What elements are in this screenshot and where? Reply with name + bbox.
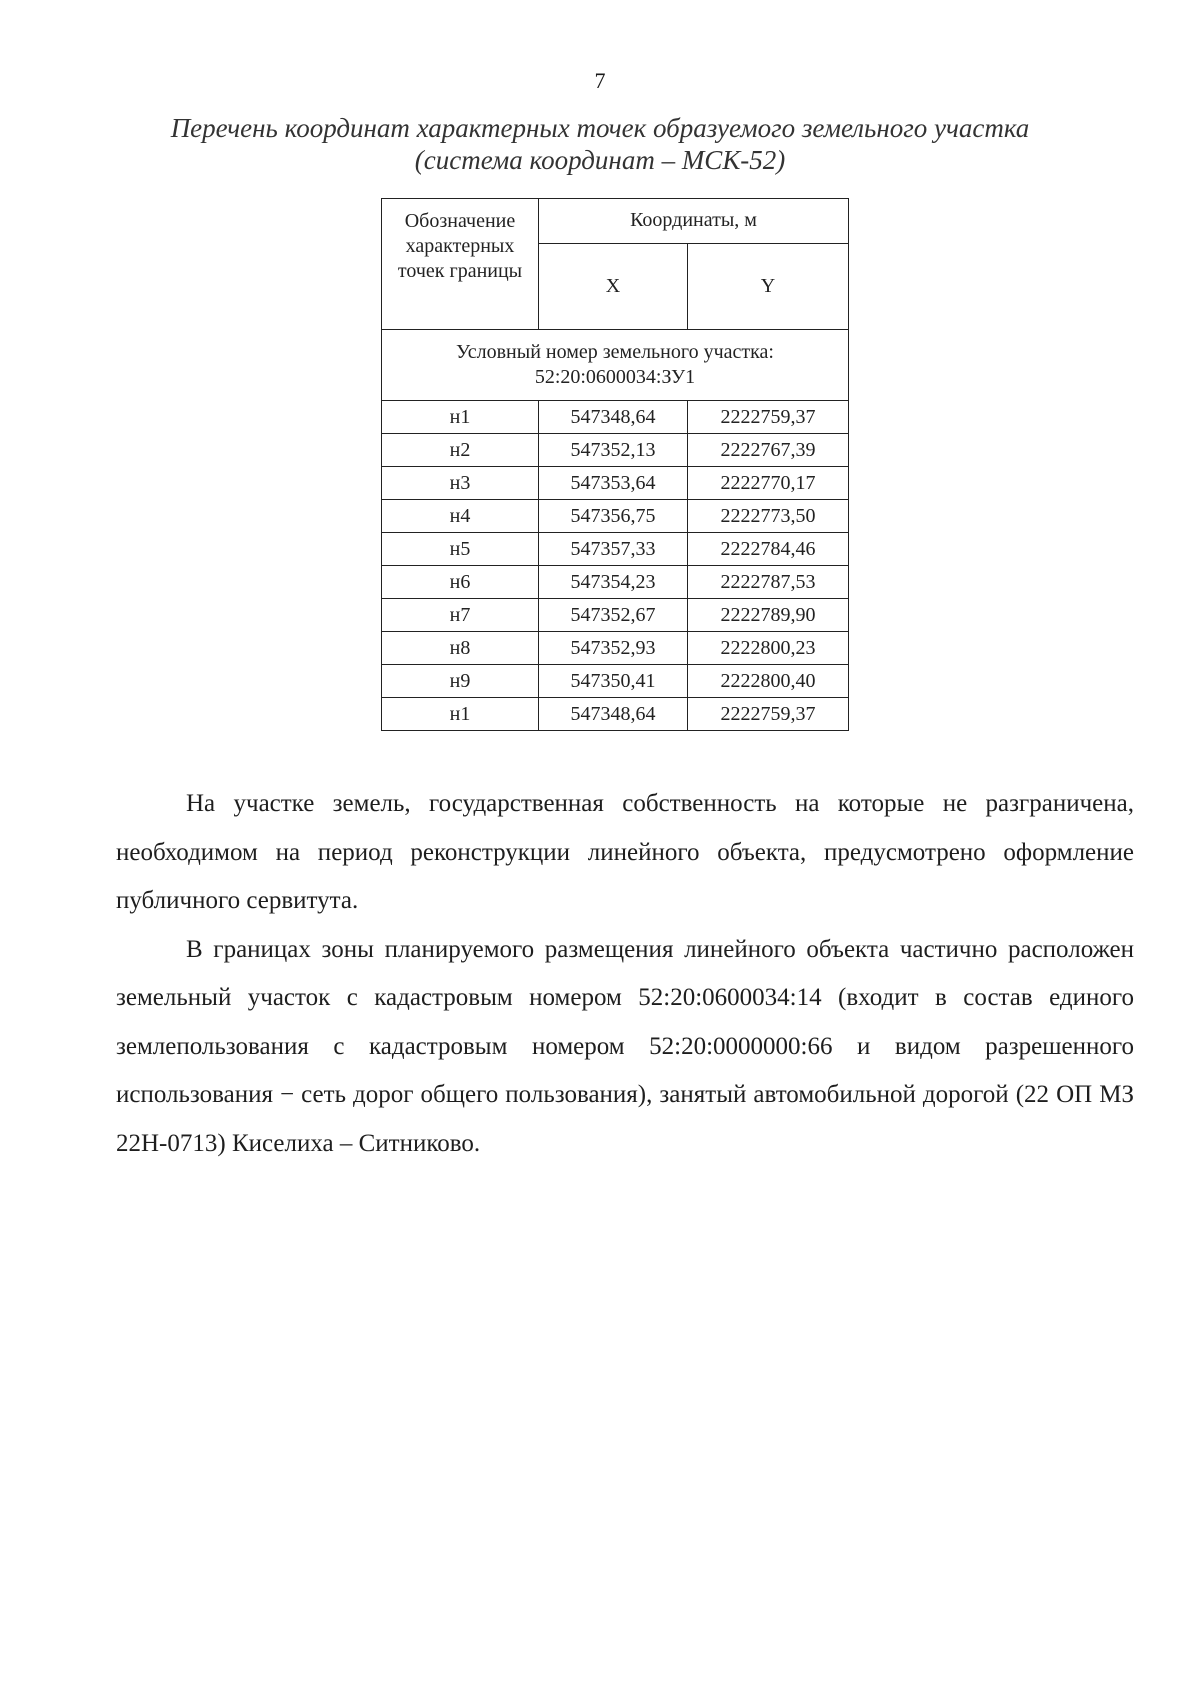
cell-point: н5	[382, 533, 539, 566]
parcel-number: 52:20:0600034:ЗУ1	[534, 366, 696, 388]
cell-x: 547352,67	[539, 599, 688, 632]
cell-point: н1	[382, 698, 539, 731]
cell-x: 547357,33	[539, 533, 688, 566]
cell-y: 2222759,37	[688, 401, 849, 434]
table-title-line-2: (система координат – МСК-52)	[414, 145, 786, 175]
table-title-line-1: Перечень координат характерных точек образуемого земельного участка	[170, 113, 1030, 143]
cell-x: 547350,41	[539, 665, 688, 698]
cell-point: н8	[382, 632, 539, 665]
cell-y: 2222784,46	[688, 533, 849, 566]
cell-point: н7	[382, 599, 539, 632]
header-y: Y	[688, 243, 849, 329]
table-row	[382, 401, 849, 434]
table-row	[382, 698, 849, 731]
cell-point: н2	[382, 434, 539, 467]
cell-x: 547352,13	[539, 434, 688, 467]
cell-y: 2222800,40	[688, 665, 849, 698]
cell-y: 2222773,50	[688, 500, 849, 533]
table-row	[382, 500, 849, 533]
cell-y: 2222759,37	[688, 698, 849, 731]
paragraph-servitude: На участке земель, государственная собственность на которые не разграничена, необходимом на период реконструкции линейного объекта, предусмотрено оформление публичного сервитута.	[116, 790, 1134, 914]
cell-point: н6	[382, 566, 539, 599]
table-row	[382, 665, 849, 698]
cell-x: 547352,93	[539, 632, 688, 665]
cell-x: 547353,64	[539, 467, 688, 500]
cell-point: н3	[382, 467, 539, 500]
header-designation: Обозначение характерных точек границы	[382, 199, 539, 330]
cell-x: 547348,64	[539, 698, 688, 731]
header-coordinates: Координаты, м	[539, 199, 849, 244]
cell-x: 547356,75	[539, 500, 688, 533]
table-row	[382, 434, 849, 467]
cell-y: 2222787,53	[688, 566, 849, 599]
header-x: X	[539, 243, 688, 329]
table-row	[382, 467, 849, 500]
coordinates-table	[381, 198, 849, 731]
table-title	[100, 112, 1100, 176]
table-row	[382, 566, 849, 599]
cell-x: 547348,64	[539, 401, 688, 434]
cell-point: н4	[382, 500, 539, 533]
table-row	[382, 599, 849, 632]
cell-y: 2222789,90	[688, 599, 849, 632]
parcel-label: Условный номер земельного участка:	[456, 341, 774, 363]
table-row	[382, 533, 849, 566]
page-number: 7	[594, 68, 606, 93]
cell-point: н1	[382, 401, 539, 434]
cell-y: 2222767,39	[688, 434, 849, 467]
cell-point: н9	[382, 665, 539, 698]
paragraph-cadastral: В границах зоны планируемого размещения линейного объекта частично расположен земельный участок с кадастровым номером 52:20:0600034:14 (входит в состав единого землепользования с кадастровым номером 52:20:0000000:66 и видом разрешенного использования − сеть дорог общего пользования), занятый автомобильной дорогой (22 ОП МЗ 22Н-0713) Киселиха – Ситниково.	[116, 935, 1134, 1157]
cell-y: 2222800,23	[688, 632, 849, 665]
body-text	[116, 780, 1134, 1168]
cell-x: 547354,23	[539, 566, 688, 599]
cell-y: 2222770,17	[688, 467, 849, 500]
parcel-number-cell	[382, 330, 849, 401]
table-row	[382, 632, 849, 665]
